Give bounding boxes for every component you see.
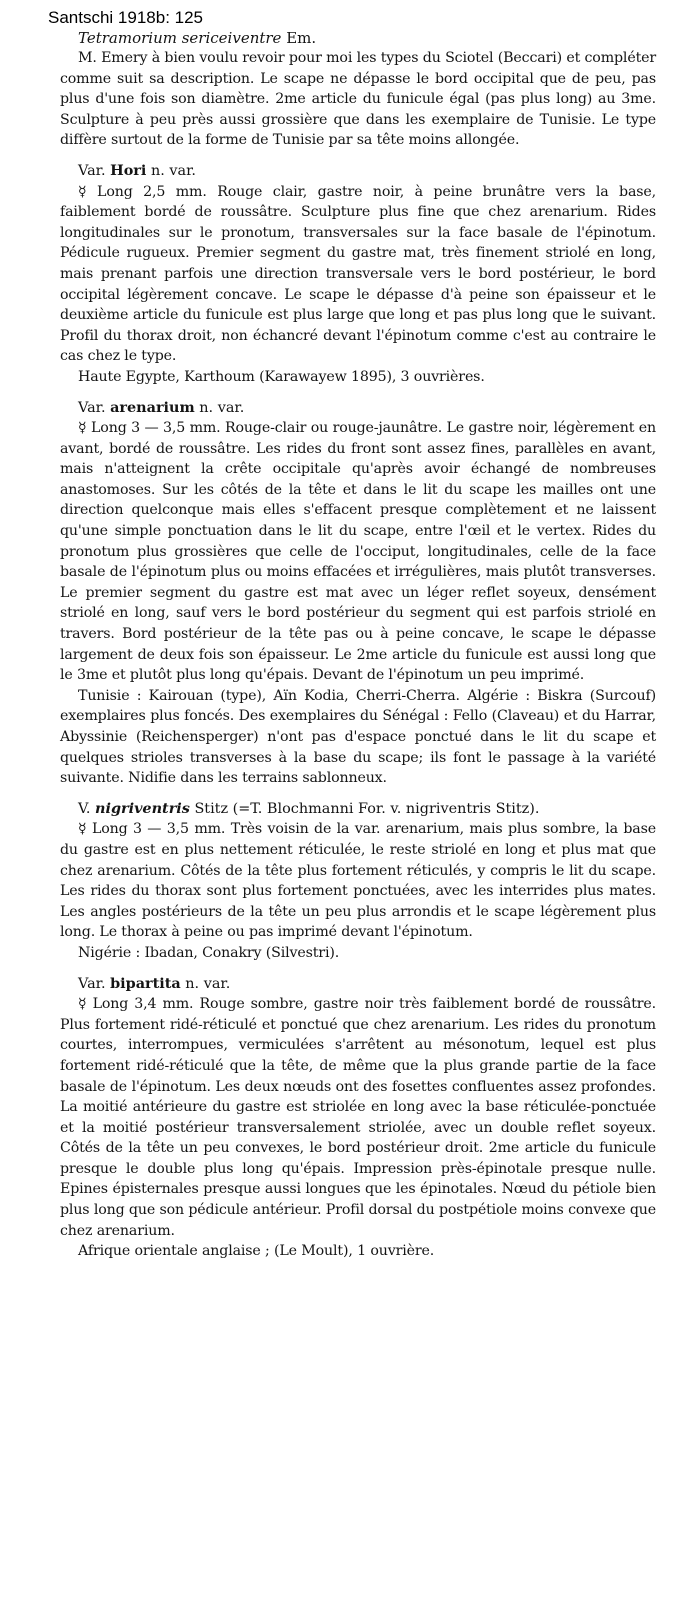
variety-name: arenarium	[110, 398, 195, 416]
intro-paragraph: M. Emery à bien voulu revoir pour moi les types du Sciotel (Beccari) et compléter comme suit sa description. Le scape ne dépasse le bord occipital que de peu, pas plus d'une fois son diamètre. 2me article du funicule égal (pas plus long) au 3me. Sculpture à peu près aussi grossière que dans les exemplaire de Tunisie. Le type diffère surtout de la forme de Tunisie par sa tête moins allongée.	[60, 50, 656, 149]
variety-heading	[60, 799, 656, 820]
species-name: Tetramorium sericeiventre	[78, 29, 282, 47]
variety-suffix: n. var.	[185, 975, 231, 992]
variety-locality: Haute Egypte, Karthoum (Karawayew 1895), 3 ouvrières.	[78, 368, 485, 385]
variety-heading	[60, 974, 656, 995]
page-header: Santschi 1918b: 125	[48, 8, 204, 27]
variety-heading	[60, 161, 656, 182]
species-author: Em.	[286, 29, 317, 47]
variety-locality: Nigérie : Ibadan, Conakry (Silvestri).	[78, 944, 340, 961]
variety-prefix: Var.	[78, 399, 106, 416]
variety-description: ☿ Long 3 — 3,5 mm. Rouge-clair ou rouge-jaunâtre. Le gastre noir, légèrement en avant, bordé de roussâtre. Les rides du front sont assez fines, parallèles en avant, mais n'atteignent la crête occipitale qu'après avoir échangé de nombreuses anastomoses. Sur les côtés de la tête et dans le lit du scape les mailles ont une direction quelconque mais elles s'effacent presque complètement et ne laissent qu'une simple ponctuation dans le lit du scape, entre l'œil et le vertex. Rides du pronotum plus grossières que celle de l'occiput, longitudinales, celle de la face basale de l'épinotum plus ou moins effacées et irrégulières, mais plutôt transverses. Le premier segment du gastre est mat avec un léger reflet soyeux, densément striolé en long, sauf vers le bord postérieur du segment qui est parfois striolé en travers. Bord postérieur de la tête pas ou à peine concave, le scape le dépasse largement de deux fois son épaisseur. Le 2me article du funicule est aussi long que le 3me et plutôt plus long qu'épais. Devant de l'épinotum un peu imprimé.	[60, 420, 656, 684]
variety-description: ☿ Long 3,4 mm. Rouge sombre, gastre noir très faiblement bordé de roussâtre. Plus fortement ridé-réticulé et ponctué que chez arenarium. Les rides du pronotum courtes, interrompues, vermiculées s'arrêtent au mésonotum, lequel est plus fortement ridé-réticulé que la tête, de même que la plus grande partie de la face basale de l'épinotum. Les deux nœuds ont des fosettes confluentes assez profondes. La moitié antérieure du gastre est striolée en long avec la base réticulée-ponctuée et la moitié postérieur transversalement striolée, avec un double reflet soyeux. Côtés de la tête un peu convexes, le bord postérieur droit. 2me article du funicule presque le double plus long qu'épais. Impression près-épinotale presque nulle. Epines épisternales presque aussi longues que les épinotales. Nœud du pétiole bien plus long que son pédicule antérieur. Profil dorsal du postpétiole moins convexe que chez arenarium.	[60, 996, 656, 1239]
variety-suffix: Stitz (=T. Blochmanni For. v. nigriventris Stitz).	[194, 800, 540, 817]
variety-prefix: V.	[78, 800, 91, 817]
variety-name: nigriventris	[95, 799, 190, 817]
variety-section-arenarium	[60, 398, 656, 789]
variety-section-hori	[60, 161, 656, 388]
variety-locality: Afrique orientale anglaise ; (Le Moult), 1 ouvrière.	[78, 1243, 435, 1260]
variety-description: ☿ Long 2,5 mm. Rouge clair, gastre noir, à peine brunâtre vers la base, faiblement bordé de roussâtre. Sculpture plus fine que chez arenarium. Rides longitudinales sur le pronotum, transversales sur la face basale de l'épinotum. Pédicule rugueux. Premier segment du gastre mat, très finement striolé en long, mais prenant parfois une direction transversale vers le bord postérieur, le bord occipital légèrement concave. Le scape le dépasse d'à peine son épaisseur et le deuxième article du funicule est plus large que long et pas plus long que le suivant. Profil du thorax droit, non échancré devant l'épinotum comme c'est au contraire le cas chez le type.	[60, 183, 656, 365]
variety-locality: Tunisie : Kairouan (type), Aïn Kodia, Cherri-Cherra. Algérie : Biskra (Surcouf) exemplaires plus foncés. Des exemplaires du Sénégal : Fello (Claveau) et du Harrar, Abyssinie (Reichensperger) n'ont pas d'espace ponctué dans le lit du scape et quelques strioles transverses à la base du scape; ils font le passage à la variété suivante. Nidifie dans les terrains sablonneux.	[60, 687, 656, 787]
variety-section-nigriventris	[60, 799, 656, 964]
variety-description: ☿ Long 3 — 3,5 mm. Très voisin de la var. arenarium, mais plus sombre, la base du gastre est en plus nettement réticulée, le reste striolé en long et plus mat que chez arenarium. Côtés de la tête plus fortement réticulés, y compris le lit du scape. Les rides du thorax sont plus fortement ponctuées, avec les interrides plus mates. Les angles postérieurs de la tête un peu plus arrondis et le scape légèrement plus long. Le thorax à peine ou pas imprimé devant l'épinotum.	[60, 821, 656, 941]
variety-suffix: n. var.	[199, 399, 245, 416]
variety-section-bipartita	[60, 974, 656, 1262]
variety-name: Hori	[110, 161, 147, 179]
variety-suffix: n. var.	[150, 162, 196, 179]
species-title	[78, 28, 656, 48]
variety-name: bipartita	[110, 974, 181, 992]
variety-heading	[60, 398, 656, 419]
variety-prefix: Var.	[78, 975, 106, 992]
variety-prefix: Var.	[78, 162, 106, 179]
intro-section	[60, 28, 656, 151]
